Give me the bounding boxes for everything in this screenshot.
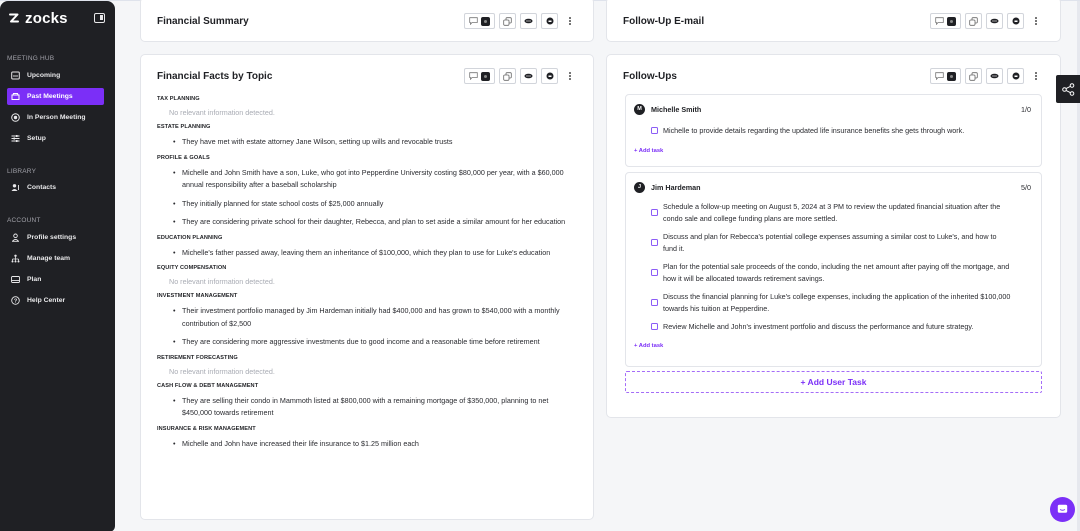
avatar: J	[634, 182, 645, 193]
card-title: Financial Facts by Topic	[157, 71, 273, 82]
fact-bullet: • Michelle's father passed away, leaving them an inheritance of $100,000, which they plan to use for Luke's education	[157, 247, 577, 260]
salesforce-icon	[524, 73, 533, 79]
comment-button[interactable]	[464, 13, 495, 29]
salesforce-icon	[990, 73, 999, 79]
app-name: zocks	[25, 9, 68, 27]
topic-heading: EQUITY COMPENSATION	[157, 265, 227, 271]
financial-facts-card	[140, 54, 594, 520]
task-item	[626, 321, 1041, 333]
contacts-icon	[11, 183, 20, 192]
wealthbox-icon	[1012, 17, 1020, 25]
sidebar-item-contacts[interactable]	[7, 179, 104, 196]
salesforce-icon	[990, 18, 999, 24]
follow-up-person-jim	[625, 172, 1042, 367]
topic-heading: INVESTMENT MANAGEMENT	[157, 293, 238, 299]
sidebar-item-plan[interactable]	[7, 271, 104, 288]
task-checkbox[interactable]	[651, 209, 658, 216]
copy-button[interactable]	[965, 13, 982, 29]
comment-button[interactable]	[464, 68, 495, 84]
card-toolbar	[930, 68, 1040, 84]
user-icon	[11, 233, 20, 242]
sidebar-item-label: Setup	[27, 135, 46, 142]
topic-heading: INSURANCE & RISK MANAGEMENT	[157, 425, 256, 432]
comment-button[interactable]	[930, 13, 961, 29]
sidebar-item-label: Contacts	[27, 184, 57, 191]
share-icon	[1062, 83, 1075, 96]
sliders-icon	[11, 134, 20, 143]
task-checkbox[interactable]	[651, 299, 658, 306]
copy-icon	[503, 72, 512, 81]
fact-bullet: • They initially planned for state school costs of $25,000 annually	[157, 198, 577, 211]
fact-bullet: • They are considering private school for their daughter, Rebecca, and plan to set aside a similar amount for her education	[157, 216, 577, 229]
sidebar-item-setup[interactable]	[7, 130, 104, 147]
comment-icon	[935, 72, 944, 80]
wealthbox-button[interactable]	[1007, 68, 1024, 84]
more-options-icon[interactable]	[566, 17, 574, 25]
fact-bullet: • They are considering more aggressive investments due to good income and a reasonable time before retirement	[157, 336, 577, 349]
task-item	[626, 125, 1041, 137]
section-label-library: LIBRARY	[7, 168, 37, 175]
no-info-text: No relevant information detected.	[169, 366, 275, 376]
salesforce-icon	[524, 18, 533, 24]
card-title: Follow-Up E-mail	[623, 16, 705, 27]
comment-icon	[935, 17, 944, 25]
task-text: Michelle to provide details regarding the updated life insurance benefits she gets through work.	[663, 126, 965, 135]
task-item	[626, 261, 1041, 284]
share-button[interactable]	[1056, 75, 1080, 103]
sidebar-item-manage-team[interactable]	[7, 250, 104, 267]
person-header	[626, 173, 1041, 201]
comment-button[interactable]	[930, 68, 961, 84]
card-title: Follow-Ups	[623, 71, 677, 82]
copy-icon	[969, 17, 978, 26]
fact-bullet: • Michelle and John Smith have a son, Luke, who got into Pepperdine University costing $80,000 per year, with a $60,000 annual responsibility after a baseball scholarship	[157, 167, 577, 192]
wealthbox-icon	[1012, 72, 1020, 80]
team-icon	[11, 254, 20, 263]
section-label-account: ACCOUNT	[7, 217, 41, 224]
section-label-meeting-hub: MEETING HUB	[7, 55, 55, 62]
sidebar-item-label: Past Meetings	[27, 93, 73, 100]
zocks-logo-icon	[8, 12, 20, 24]
logo[interactable]	[8, 10, 68, 27]
task-checkbox[interactable]	[651, 127, 658, 134]
follow-ups-card	[606, 54, 1061, 418]
sidebar-item-profile-settings[interactable]	[7, 229, 104, 246]
folder-icon	[11, 92, 20, 101]
card-toolbar	[464, 68, 574, 84]
toggle-badge-icon	[947, 17, 956, 26]
copy-icon	[969, 72, 978, 81]
avatar: M	[634, 104, 645, 115]
copy-button[interactable]	[499, 68, 516, 84]
task-count: 1/0	[1021, 104, 1031, 114]
task-item	[626, 201, 1041, 224]
task-text: Schedule a follow-up meeting on August 5, 2024 at 3 PM to review the updated financial situation after the condo sale and college funding plans are more settled.	[663, 202, 1001, 223]
wealthbox-button[interactable]	[541, 68, 558, 84]
chat-icon	[1057, 504, 1068, 515]
topic-heading: PROFILE & GOALS	[157, 154, 210, 161]
copy-icon	[503, 17, 512, 26]
sidebar-item-help-center[interactable]	[7, 292, 104, 309]
fact-bullet: • Michelle and John have increased their life insurance to $1.25 million each	[157, 438, 577, 451]
sidebar-item-label: Upcoming	[27, 72, 61, 79]
wealthbox-button[interactable]	[541, 13, 558, 29]
help-icon	[11, 296, 20, 305]
salesforce-button[interactable]	[520, 13, 537, 29]
salesforce-button[interactable]	[986, 68, 1003, 84]
topic-heading: EDUCATION PLANNING	[157, 234, 223, 241]
no-info-text: No relevant information detected.	[169, 108, 275, 117]
task-checkbox[interactable]	[651, 269, 658, 276]
sidebar-item-in-person-meeting[interactable]	[7, 109, 104, 126]
add-user-task-button[interactable]: + Add User Task	[625, 371, 1042, 393]
collapse-sidebar-icon[interactable]	[94, 13, 105, 23]
wealthbox-button[interactable]	[1007, 13, 1024, 29]
sidebar-item-label: Plan	[27, 276, 42, 283]
record-icon	[11, 113, 20, 122]
task-text: Discuss and plan for Rebecca's potential college expenses assuming a similar cost to Luke's, and how to fund it.	[663, 232, 997, 253]
topic-heading: TAX PLANNING	[157, 96, 200, 102]
card-toolbar	[930, 13, 1040, 29]
sidebar-item-upcoming[interactable]	[7, 67, 104, 84]
sidebar-item-label: In Person Meeting	[27, 114, 86, 121]
chat-support-button[interactable]	[1050, 497, 1075, 522]
sidebar-item-past-meetings[interactable]	[7, 88, 104, 105]
fact-bullet: • Their investment portfolio managed by Jim Hardeman initially had $400,000 and has grown to $540,000 with a monthly contribution of $2,500	[157, 305, 577, 330]
task-text: Plan for the potential sale proceeds of the condo, including the net amount after paying off the mortgage, and how it will be allocated towards retirement savings.	[663, 262, 1010, 283]
add-task-link[interactable]: + Add task	[634, 147, 664, 154]
financial-summary-card	[140, 0, 594, 42]
topic-heading: CASH FLOW & DEBT MANAGEMENT	[157, 382, 259, 389]
sidebar-item-label: Profile settings	[27, 234, 77, 241]
sidebar	[0, 1, 115, 531]
task-checkbox[interactable]	[651, 323, 658, 330]
add-task-link[interactable]: + Add task	[634, 342, 664, 349]
topic-heading: ESTATE PLANNING	[157, 124, 211, 130]
copy-button[interactable]	[499, 13, 516, 29]
card-icon	[11, 275, 20, 284]
comment-icon	[469, 72, 478, 80]
salesforce-button[interactable]	[986, 13, 1003, 29]
task-checkbox[interactable]	[651, 239, 658, 246]
task-item	[626, 291, 1041, 314]
wealthbox-icon	[546, 72, 554, 80]
copy-button[interactable]	[965, 68, 982, 84]
sidebar-item-label: Manage team	[27, 255, 71, 262]
follow-up-person-michelle	[625, 94, 1042, 167]
more-options-icon[interactable]	[1032, 72, 1040, 80]
fact-bullet: • They have met with estate attorney Jane Wilson, setting up wills and revocable trusts	[157, 136, 577, 149]
more-options-icon[interactable]	[566, 72, 574, 80]
calendar-icon	[11, 71, 20, 80]
facts-list	[157, 96, 577, 456]
fact-bullet: • They are selling their condo in Mammoth listed at $800,000 with a remaining mortgage of $350,000, planning to net $450,000 towards retirement	[157, 395, 577, 420]
person-name: Michelle Smith	[651, 104, 702, 114]
wealthbox-icon	[546, 17, 554, 25]
comment-icon	[469, 17, 478, 25]
task-text: Discuss the financial planning for Luke's college expenses, including the application of the inherited $100,000 towards his tuition at Pepperdine.	[663, 292, 1011, 313]
task-item	[626, 231, 1041, 254]
sidebar-item-label: Help Center	[27, 297, 66, 304]
task-text: Review Michelle and John's investment portfolio and discuss the performance and future strategy.	[663, 322, 974, 331]
card-title: Financial Summary	[157, 16, 249, 27]
follow-up-email-card	[606, 0, 1061, 42]
task-count: 5/0	[1021, 182, 1031, 192]
svg-text:?: ?	[13, 298, 18, 305]
logo-row	[0, 1, 115, 35]
no-info-text: No relevant information detected.	[169, 277, 275, 286]
toggle-badge-icon	[947, 72, 956, 81]
person-header	[626, 95, 1041, 123]
topic-heading: RETIREMENT FORECASTING	[157, 354, 238, 361]
person-name: Jim Hardeman	[651, 182, 701, 192]
salesforce-button[interactable]	[520, 68, 537, 84]
card-toolbar	[464, 13, 574, 29]
more-options-icon[interactable]	[1032, 17, 1040, 25]
toggle-badge-icon	[481, 72, 490, 81]
toggle-badge-icon	[481, 17, 490, 26]
